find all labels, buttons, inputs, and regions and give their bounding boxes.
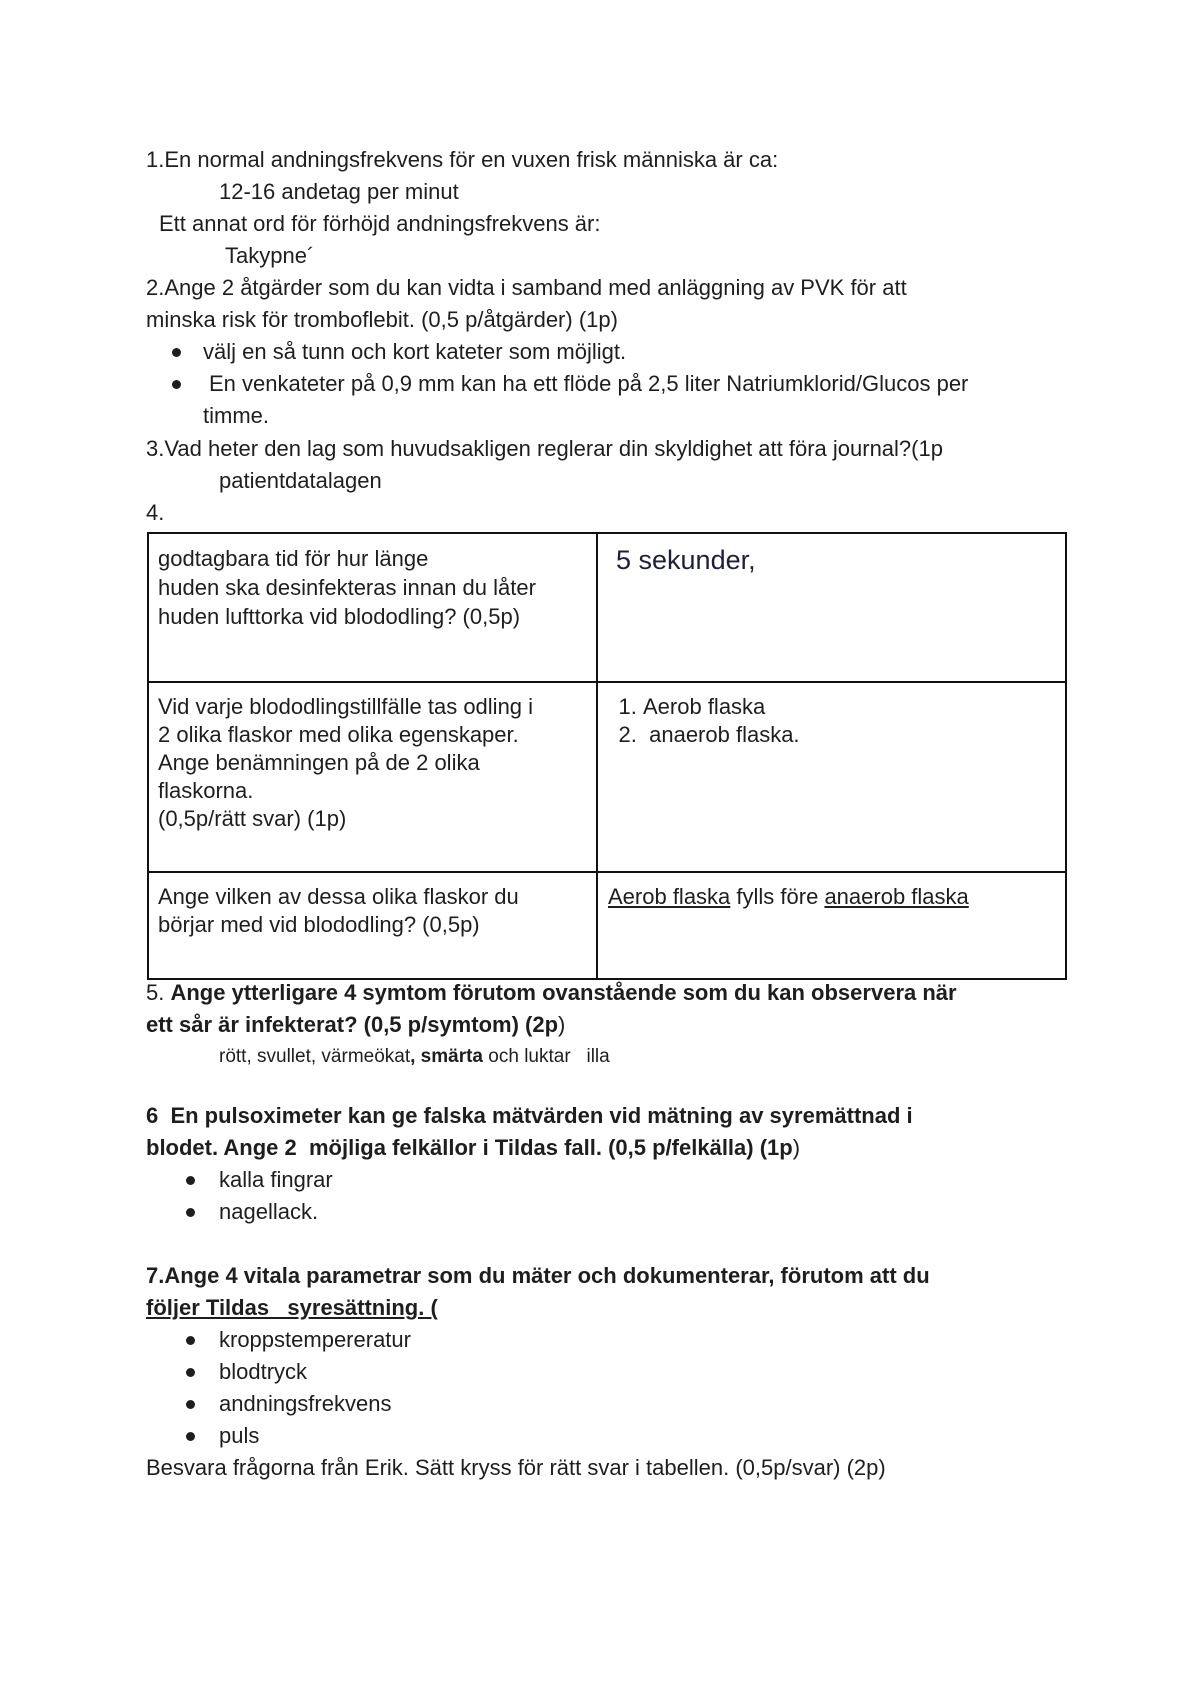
table-cell-answer [597,872,1066,979]
q1-question-2: Ett annat ord för förhöjd andningsfrekvens är: [159,211,601,236]
q1-question: 1.En normal andningsfrekvens för en vuxen frisk människa är ca: [146,147,779,172]
q5-question-text-2: ett sår är infekterat? (0,5 p/symtom) (2p [146,1012,559,1037]
closing-instruction: Besvara frågorna från Erik. Sätt kryss för rätt svar i tabellen. (0,5p/svar) (2p) [146,1455,886,1480]
q6-question-line2 [146,1134,800,1162]
cell-text: flaskorna. [158,778,254,803]
q1-answer: 12-16 andetag per minut [219,179,459,204]
q4-answer-list [607,693,1057,749]
cell-text: Ange vilken av dessa olika flaskor du [158,884,519,909]
cell-text: huden ska desinfekteras innan du låter [158,575,536,600]
q2-question-line1: 2.Ange 2 åtgärder som du kan vidta i samband med anläggning av PVK för att [146,275,907,300]
q5-answer-text-2: och luktar illa [483,1046,610,1067]
table-cell-question [148,872,597,979]
cell-text: Ange benämningen på de 2 olika [158,750,480,775]
cell-text: börjar med vid blododling? (0,5p) [158,912,480,937]
q6-answer-1: kalla fingrar [219,1167,333,1192]
q2-answer-2-continued: timme. [203,403,269,428]
q5-question-line1 [146,979,957,1007]
bullet-icon [172,380,181,389]
q1-answer-2: Takypne´ [225,243,315,268]
q6-question-end: ) [792,1135,801,1160]
q5-answer [219,1043,610,1071]
answer-underlined: anaerob flaska [824,884,969,909]
table-row [148,533,1066,682]
table-row [148,682,1066,872]
table-row [148,872,1066,979]
q4-table [147,532,1067,980]
q7-question-line2: följer Tildas syresättning. ( [146,1295,438,1320]
q7-answer-3: andningsfrekvens [219,1391,392,1416]
q2-question-line2: minska risk för tromboflebit. (0,5 p/åtgärder) (1p) [146,307,618,332]
q7-answer-4: puls [219,1423,260,1448]
q2-answer-1: välj en så tunn och kort kateter som möjligt. [203,339,627,364]
q5-question-text: Ange ytterligare 4 symtom förutom ovanstående som du kan observera när [170,980,957,1005]
q6-question-line1: 6 En pulsoximeter kan ge falska mätvärden vid mätning av syremättnad i [146,1103,913,1128]
bullet-icon [186,1432,195,1441]
q5-prefix: 5. [146,980,171,1005]
q4-answer-1: 5 sekunder, [616,545,756,575]
q2-answer-2: En venkateter på 0,9 mm kan ha ett flöde på 2,5 liter Natriumklorid/Glucos per [209,371,969,396]
bullet-icon [186,1368,195,1377]
list-item: 2. anaerob flaska. [643,721,1057,749]
q4-answer-3 [608,883,1057,911]
q7-question-line1: 7.Ange 4 vitala parametrar som du mäter och dokumenterar, förutom att du [146,1263,930,1288]
q3-question: 3.Vad heter den lag som huvudsakligen reglerar din skyldighet att föra journal?(1p [146,436,943,461]
q5-answer-text: rött, svullet, värmeökat [219,1046,411,1067]
cell-text: 2 olika flaskor med olika egenskaper. [158,722,519,747]
table-cell-answer [597,533,1066,682]
q5-question-end: ) [558,1012,566,1037]
bullet-icon [186,1208,195,1217]
q7-answer-2: blodtryck [219,1359,308,1384]
cell-text: godtagbara tid för hur länge [158,546,429,571]
q5-answer-bold: , smärta [410,1046,483,1067]
bullet-icon [186,1336,195,1345]
list-item: 1. Aerob flaska [643,693,1057,721]
bullet-icon [186,1176,195,1185]
cell-text: huden lufttorka vid blododling? (0,5p) [158,604,521,629]
table-cell-question [148,682,597,872]
table-cell-answer [597,682,1066,872]
bullet-icon [172,348,181,357]
q4-label: 4. [146,500,165,525]
cell-text: Vid varje blododlingstillfälle tas odling i [158,694,534,719]
table-cell-question [148,533,597,682]
q6-answer-2: nagellack. [219,1199,319,1224]
q5-question-line2 [146,1011,565,1039]
q3-answer: patientdatalagen [219,468,382,493]
answer-text: fylls före [730,884,825,909]
cell-text: (0,5p/rätt svar) (1p) [158,806,347,831]
bullet-icon [186,1400,195,1409]
q7-answer-1: kroppstempereratur [219,1327,411,1352]
answer-underlined: Aerob flaska [608,884,731,909]
q6-question-text-2: blodet. Ange 2 möjliga felkällor i Tildas fall. (0,5 p/felkälla) (1p [146,1135,793,1160]
